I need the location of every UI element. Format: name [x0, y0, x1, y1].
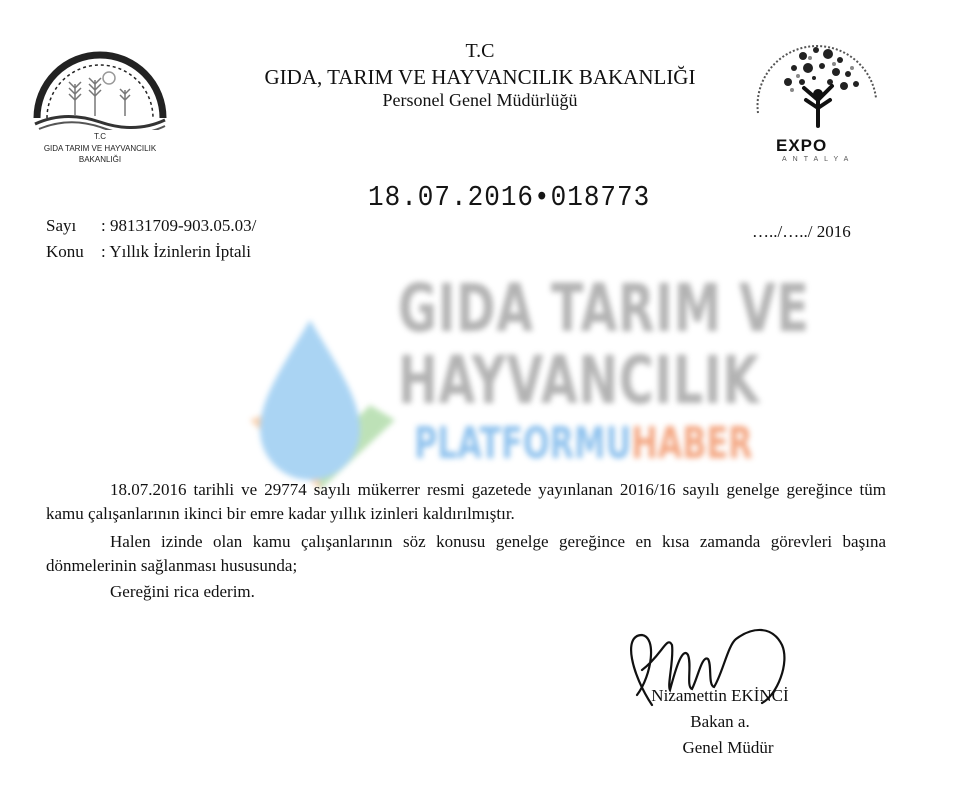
konu-label: Konu	[46, 242, 84, 261]
watermark-brand-part1: PLATFORMU	[414, 418, 632, 469]
watermark-line2: HAYVANCILIK	[398, 342, 760, 419]
header-tc: T.C	[465, 40, 495, 62]
logo-tc-text: T.C	[94, 132, 106, 141]
header-department: Personel Genel Müdürlüğü	[382, 90, 578, 110]
body-paragraph-2: Halen izinde olan kamu çalışanlarının söz konusu genelge gereğince en kısa zamanda görevleri başına dönmelerinin sağlanması hususunda;	[46, 532, 886, 575]
logo-name-line2: BAKANLIĞI	[78, 155, 122, 164]
sayi-value: : 98131709-903.05.03/	[101, 216, 257, 235]
logo-name-line1: GIDA TARIM VE HAYVANCILIK	[43, 144, 157, 153]
date-line: …../…../ 2016	[752, 222, 851, 241]
watermark-line1: GIDA TARIM VE	[398, 270, 810, 347]
signatory-name: Nizamettin EKİNCİ	[651, 686, 789, 705]
header-ministry: GIDA, TARIM VE HAYVANCILIK BAKANLIĞI	[264, 65, 696, 89]
expo-tree-icon	[748, 28, 888, 138]
signatory-title-2: Genel Müdür	[682, 738, 774, 757]
expo-logo	[748, 28, 888, 173]
document-stamp: 18.07.2016•018773	[368, 180, 651, 214]
expo-word: EXPO	[776, 136, 828, 155]
watermark-brand	[414, 418, 753, 469]
closing-line: Gereğini rica ederim.	[110, 582, 255, 601]
konu-value: : Yıllık İzinlerin İptali	[101, 242, 251, 261]
sayi-label: Sayı	[46, 216, 77, 235]
body-paragraph-1: 18.07.2016 tarihli ve 29774 sayılı mükerrer resmi gazetede yayınlanan 2016/16 sayılı genelge gereğince tüm kamu çalışanlarının ikinci bir emre kadar yıllık izinleri kaldırılmıştır.	[46, 480, 886, 523]
signatory-title-1: Bakan a.	[690, 712, 750, 731]
watermark-brand-part2: HABER	[631, 418, 753, 469]
expo-city: ANTALYA	[782, 156, 855, 163]
